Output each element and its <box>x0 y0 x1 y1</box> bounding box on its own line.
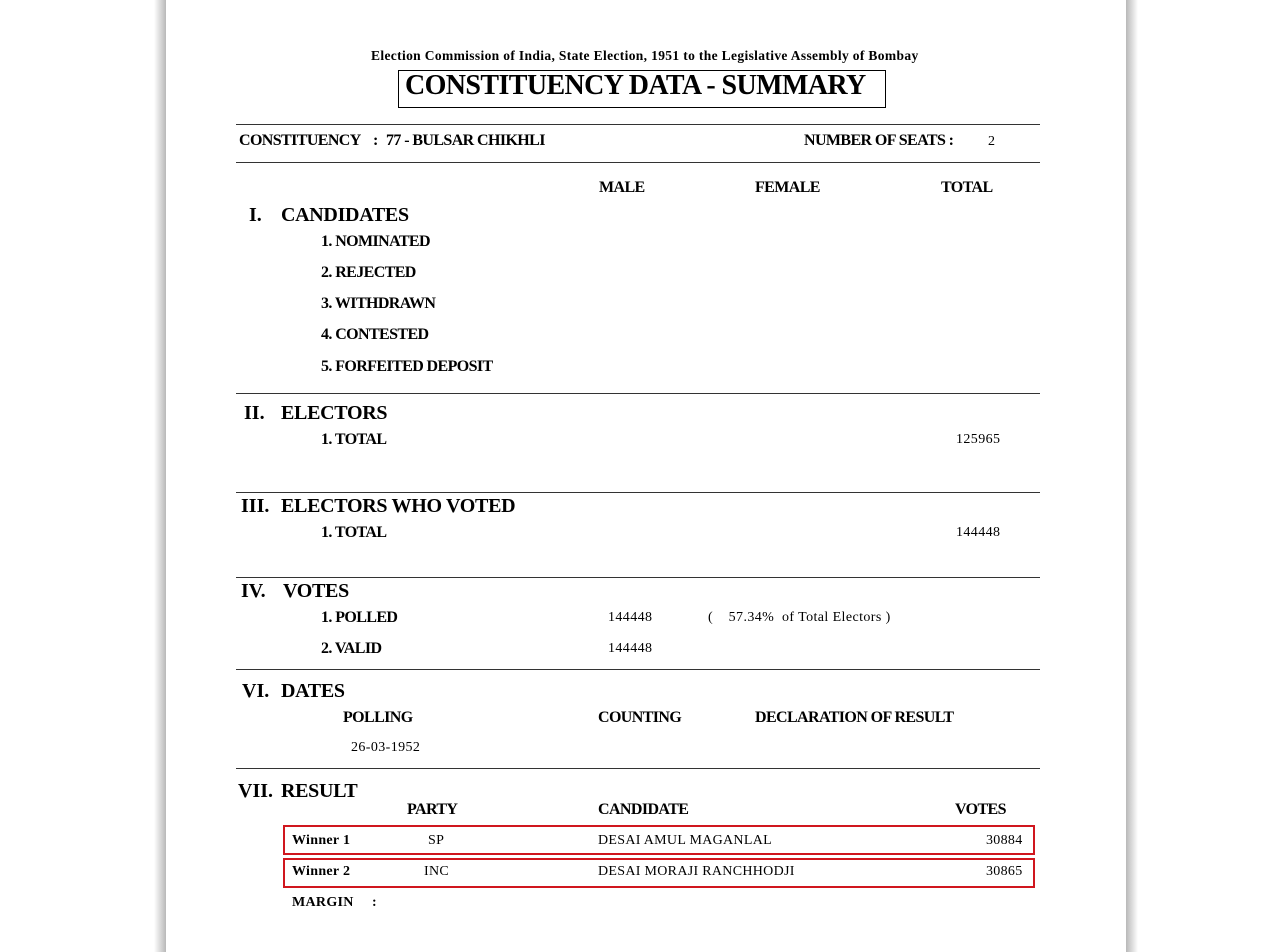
column-female: FEMALE <box>755 179 820 196</box>
section-title-result: RESULT <box>281 780 358 802</box>
polling-label: POLLING <box>343 709 413 726</box>
page-shadow-left <box>154 0 166 952</box>
votes-column-header: VOTES <box>955 801 1006 818</box>
section-title-votes: VOTES <box>283 580 349 602</box>
candidates-item: 3. WITHDRAWN <box>321 295 436 312</box>
section-title-electors: ELECTORS <box>281 402 388 424</box>
seats-label: NUMBER OF SEATS : <box>804 132 954 149</box>
party-column-header: PARTY <box>407 801 458 818</box>
divider <box>236 124 1040 125</box>
counting-label: COUNTING <box>598 709 682 726</box>
document-page <box>166 0 1126 952</box>
voted-total-value: 144448 <box>956 525 1001 540</box>
voted-total-label: 1. TOTAL <box>321 524 387 541</box>
votes-valid-value: 144448 <box>608 641 653 656</box>
constituency-name: 77 - BULSAR CHIKHLI <box>386 132 545 149</box>
winner-votes: 30884 <box>986 833 1023 848</box>
votes-polled-percentage: ( 57.34% of Total Electors ) <box>708 610 891 625</box>
candidates-item: 2. REJECTED <box>321 264 416 281</box>
candidates-item: 4. CONTESTED <box>321 326 429 343</box>
section-number: III. <box>241 495 270 517</box>
seats-value: 2 <box>988 134 995 149</box>
column-total: TOTAL <box>941 179 993 196</box>
section-title-voted: ELECTORS WHO VOTED <box>281 495 516 517</box>
section-number: IV. <box>241 580 266 602</box>
margin-separator: : <box>372 895 377 910</box>
winner-label: Winner 1 <box>292 833 351 848</box>
divider <box>236 393 1040 394</box>
section-number: VI. <box>242 680 270 702</box>
constituency-separator: : <box>373 132 379 149</box>
winner-candidate: DESAI AMUL MAGANLAL <box>598 833 772 848</box>
divider <box>236 577 1040 578</box>
winner-votes: 30865 <box>986 864 1023 879</box>
votes-polled-label: 1. POLLED <box>321 609 398 626</box>
winner-candidate: DESAI MORAJI RANCHHODJI <box>598 864 795 879</box>
divider <box>236 669 1040 670</box>
divider <box>236 492 1040 493</box>
divider <box>236 162 1040 163</box>
candidates-item: 5. FORFEITED DEPOSIT <box>321 358 493 375</box>
electors-total-value: 125965 <box>956 432 1001 447</box>
electors-total-label: 1. TOTAL <box>321 431 387 448</box>
candidate-column-header: CANDIDATE <box>598 801 689 818</box>
constituency-label: CONSTITUENCY <box>239 132 361 149</box>
section-number: VII. <box>238 780 274 802</box>
section-number: I. <box>249 204 262 226</box>
section-number: II. <box>244 402 265 424</box>
winner-party: INC <box>424 864 450 879</box>
votes-valid-label: 2. VALID <box>321 640 382 657</box>
divider <box>236 768 1040 769</box>
declaration-label: DECLARATION OF RESULT <box>755 709 954 726</box>
winner-label: Winner 2 <box>292 864 351 879</box>
votes-polled-value: 144448 <box>608 610 653 625</box>
document-subtitle: Election Commission of India, State Election, 1951 to the Legislative Assembly of Bombay <box>371 48 919 63</box>
candidates-item: 1. NOMINATED <box>321 233 430 250</box>
section-title-candidates: CANDIDATES <box>281 204 409 226</box>
document-title: CONSTITUENCY DATA - SUMMARY <box>405 70 866 101</box>
polling-date: 26-03-1952 <box>351 740 421 755</box>
column-male: MALE <box>599 179 645 196</box>
margin-label: MARGIN <box>292 895 354 910</box>
page-shadow-right <box>1126 0 1138 952</box>
section-title-dates: DATES <box>281 680 345 702</box>
winner-party: SP <box>428 833 445 848</box>
